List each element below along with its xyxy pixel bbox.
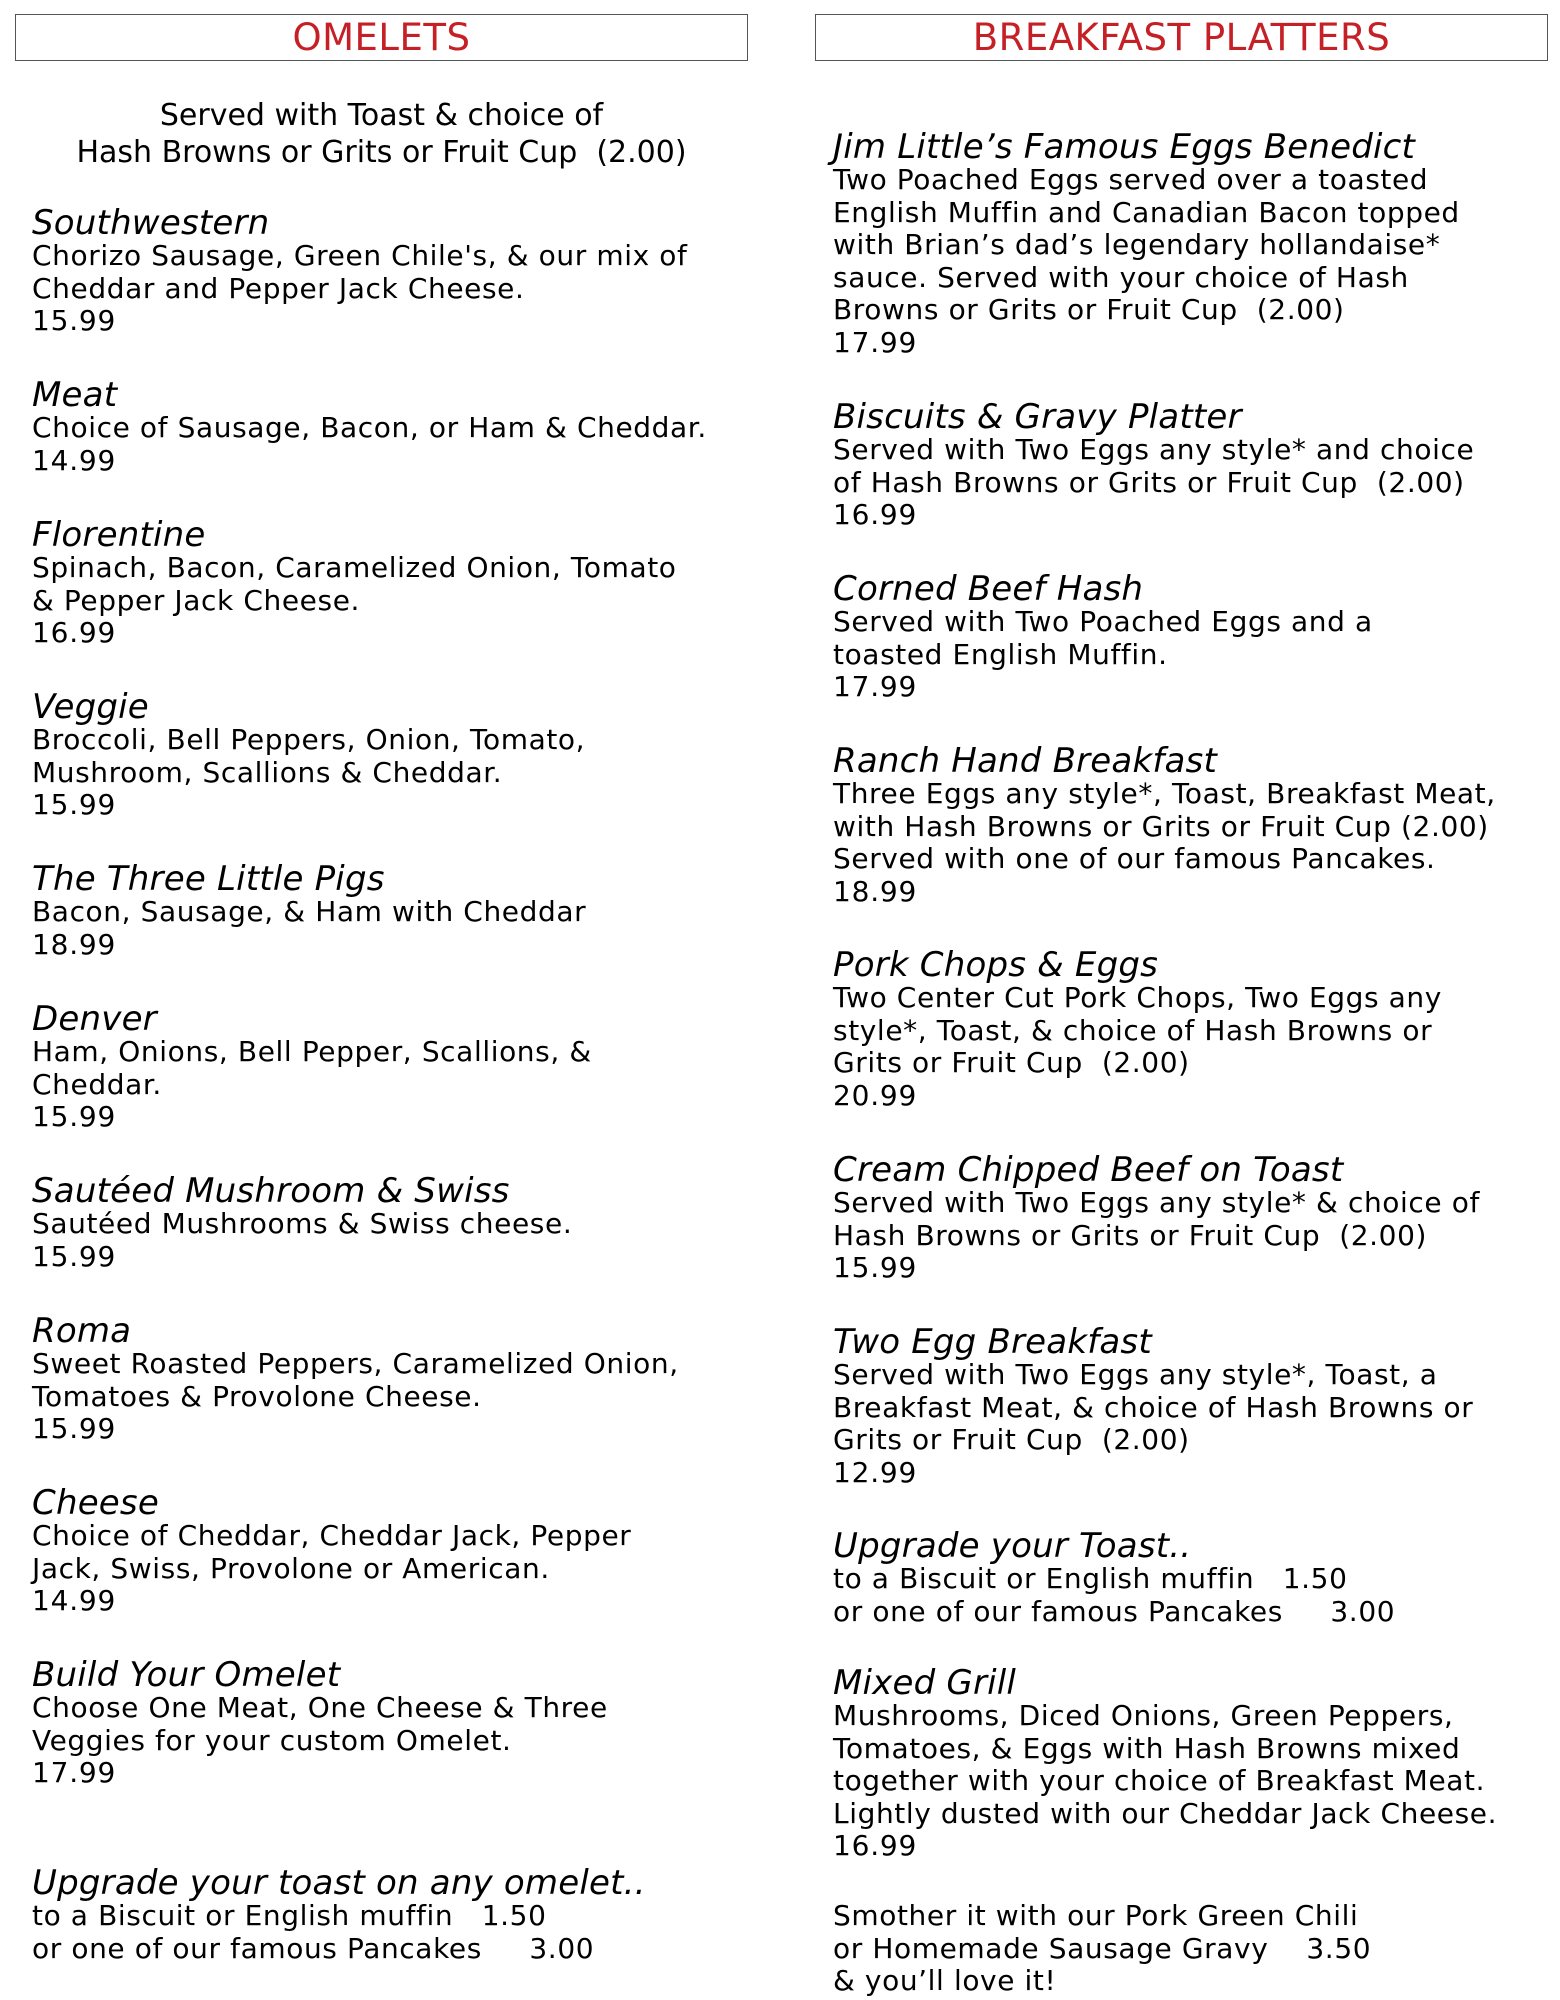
item-name: Mixed Grill — [833, 1663, 1017, 1703]
item-desc: toasted English Muffin. — [833, 637, 1168, 671]
omelets-intro — [15, 97, 748, 171]
intro-line: Served with Toast & choice of — [159, 98, 604, 133]
item-desc: Mushroom, Scallions & Cheddar. — [32, 755, 503, 789]
item-name: Pork Chops & Eggs — [833, 945, 1159, 985]
menu-item-denver — [32, 999, 752, 1134]
item-desc: Two Center Cut Pork Chops, Two Eggs any — [833, 981, 1442, 1014]
omelet-toast-upgrade — [32, 1863, 752, 1965]
item-price: 15.99 — [32, 788, 117, 821]
item-desc: Served with Two Eggs any style* & choice of — [833, 1186, 1480, 1219]
item-desc: Tomatoes & Provolone Cheese. — [32, 1379, 482, 1413]
omelets-header: OMELETS — [15, 14, 748, 61]
smother-line: Smother it with our Pork Green Chili — [833, 1899, 1359, 1932]
platter-toast-upgrade — [833, 1526, 1560, 1628]
menu-item-florentine — [32, 515, 752, 650]
upgrade-line: or one of our famous Pancakes 3.00 — [32, 1931, 595, 1965]
item-desc: Grits or Fruit Cup (2.00) — [833, 1423, 1190, 1456]
item-desc: Chorizo Sausage, Green Chile's, & our mix of — [32, 239, 688, 272]
item-desc: with Hash Browns or Grits or Fruit Cup (2.00) — [833, 809, 1489, 843]
menu-item-southwestern — [32, 203, 752, 338]
item-desc: Ham, Onions, Bell Pepper, Scallions, & — [32, 1035, 592, 1068]
menu-item-eggs-benedict — [833, 127, 1560, 359]
item-price: 14.99 — [32, 443, 117, 477]
menu-item-cream-chipped-beef — [833, 1150, 1560, 1285]
item-name: Build Your Omelet — [32, 1655, 341, 1695]
item-desc: together with your choice of Breakfast Meat. — [833, 1764, 1486, 1797]
menu-item-veggie — [32, 687, 752, 822]
item-desc: Tomatoes, & Eggs with Hash Browns mixed — [833, 1731, 1461, 1765]
platters-header: BREAKFAST PLATTERS — [815, 14, 1548, 61]
menu-item-corned-beef-hash — [833, 569, 1560, 704]
item-name: The Three Little Pigs — [32, 859, 385, 899]
item-desc: Lightly dusted with our Cheddar Jack Cheese. — [833, 1796, 1498, 1830]
item-desc: Served with Two Eggs any style* and choice — [833, 433, 1475, 466]
item-price: 18.99 — [32, 927, 117, 961]
item-name: Upgrade your Toast.. — [833, 1526, 1192, 1566]
item-desc: style*, Toast, & choice of Hash Browns or — [833, 1013, 1433, 1047]
item-name: Denver — [32, 999, 157, 1039]
item-desc: English Muffin and Canadian Bacon topped — [833, 195, 1460, 229]
item-desc: & Pepper Jack Cheese. — [32, 583, 361, 617]
item-desc: sauce. Served with your choice of Hash — [833, 260, 1409, 294]
item-price: 15.99 — [32, 304, 117, 337]
item-desc: Spinach, Bacon, Caramelized Onion, Tomato — [32, 551, 677, 584]
menu-item-cheese — [32, 1483, 752, 1618]
item-price: 14.99 — [32, 1584, 117, 1617]
item-price: 18.99 — [833, 874, 918, 908]
item-desc: Jack, Swiss, Provolone or American. — [32, 1551, 550, 1585]
upgrade-line: to a Biscuit or English muffin 1.50 — [833, 1562, 1348, 1595]
item-name: Southwestern — [32, 203, 270, 243]
item-price: 15.99 — [833, 1251, 918, 1284]
item-price: 12.99 — [833, 1455, 918, 1489]
item-desc: Sautéed Mushrooms & Swiss cheese. — [32, 1207, 573, 1240]
item-name: Florentine — [32, 515, 206, 555]
item-price: 17.99 — [833, 325, 918, 359]
item-desc: Three Eggs any style*, Toast, Breakfast Meat, — [833, 777, 1496, 810]
item-desc: Served with one of our famous Pancakes. — [833, 842, 1436, 875]
item-desc: Choose One Meat, One Cheese & Three — [32, 1691, 608, 1724]
item-desc: Bacon, Sausage, & Ham with Cheddar — [32, 895, 587, 928]
item-desc: Mushrooms, Diced Onions, Green Peppers, — [833, 1699, 1454, 1732]
item-price: 17.99 — [32, 1756, 117, 1789]
omelets-column — [0, 0, 760, 2000]
menu-item-three-little-pigs — [32, 859, 752, 961]
item-desc: Two Poached Eggs served over a toasted — [833, 163, 1429, 196]
item-desc: Choice of Cheddar, Cheddar Jack, Pepper — [32, 1519, 632, 1552]
item-name: Meat — [32, 375, 118, 415]
item-desc: with Brian’s dad’s legendary hollandaise* — [833, 228, 1441, 261]
item-name: Ranch Hand Breakfast — [833, 741, 1217, 781]
smother-line: or Homemade Sausage Gravy 3.50 — [833, 1931, 1372, 1965]
item-name: Sautéed Mushroom & Swiss — [32, 1171, 510, 1211]
item-price: 16.99 — [833, 1829, 918, 1862]
item-name: Roma — [32, 1311, 132, 1351]
item-name: Veggie — [32, 687, 149, 727]
item-desc: Grits or Fruit Cup (2.00) — [833, 1046, 1190, 1079]
item-desc: Served with Two Eggs any style*, Toast, a — [833, 1358, 1438, 1391]
item-desc: Veggies for your custom Omelet. — [32, 1723, 512, 1757]
item-name: Cream Chipped Beef on Toast — [833, 1150, 1344, 1190]
item-desc: Choice of Sausage, Bacon, or Ham & Cheddar. — [32, 411, 707, 444]
menu-item-build-your-omelet — [32, 1655, 752, 1790]
item-name: Two Egg Breakfast — [833, 1322, 1152, 1362]
menu-item-two-egg-breakfast — [833, 1322, 1560, 1489]
item-desc: Breakfast Meat, & choice of Hash Browns or — [833, 1390, 1474, 1424]
item-price: 15.99 — [32, 1100, 117, 1133]
item-desc: Sweet Roasted Peppers, Caramelized Onion, — [32, 1347, 679, 1380]
menu-item-roma — [32, 1311, 752, 1446]
menu-item-ranch-hand — [833, 741, 1560, 908]
item-desc: Browns or Grits or Fruit Cup (2.00) — [833, 293, 1345, 326]
item-name: Biscuits & Gravy Platter — [833, 397, 1242, 437]
item-desc: Cheddar. — [32, 1067, 162, 1101]
item-price: 16.99 — [32, 616, 117, 649]
item-name: Jim Little’s Famous Eggs Benedict — [833, 127, 1416, 167]
platters-column — [810, 0, 1560, 2000]
item-name: Cheese — [32, 1483, 159, 1523]
item-name: Corned Beef Hash — [833, 569, 1144, 609]
item-desc: Broccoli, Bell Peppers, Onion, Tomato, — [32, 723, 586, 756]
menu-item-mixed-grill — [833, 1663, 1560, 1863]
item-price: 17.99 — [833, 670, 918, 703]
item-desc: Served with Two Poached Eggs and a — [833, 605, 1373, 638]
menu-item-biscuits-gravy — [833, 397, 1560, 532]
item-desc: Cheddar and Pepper Jack Cheese. — [32, 271, 525, 305]
item-price: 16.99 — [833, 498, 918, 531]
item-desc: of Hash Browns or Grits or Fruit Cup (2.00) — [833, 465, 1465, 499]
menu-item-pork-chops-eggs — [833, 945, 1560, 1112]
item-price: 20.99 — [833, 1078, 918, 1112]
menu-item-sauteed-mushroom-swiss — [32, 1171, 752, 1273]
upgrade-line: or one of our famous Pancakes 3.00 — [833, 1594, 1396, 1628]
item-desc: Hash Browns or Grits or Fruit Cup (2.00) — [833, 1218, 1428, 1252]
upgrade-line: to a Biscuit or English muffin 1.50 — [32, 1899, 547, 1932]
intro-line: Hash Browns or Grits or Fruit Cup (2.00) — [76, 135, 687, 170]
smother-note — [833, 1900, 1560, 1998]
item-price: 15.99 — [32, 1412, 117, 1445]
menu-item-meat — [32, 375, 752, 477]
item-name: Upgrade your toast on any omelet.. — [32, 1863, 646, 1903]
smother-line: & you’ll love it! — [833, 1964, 1057, 1997]
item-price: 15.99 — [32, 1239, 117, 1273]
